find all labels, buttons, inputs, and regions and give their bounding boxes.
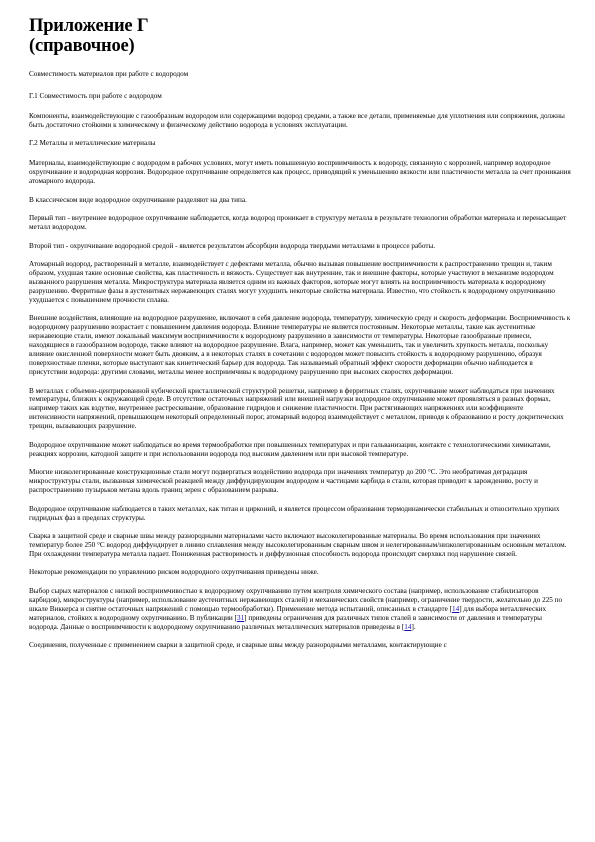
- appendix-title: [29, 16, 571, 56]
- paragraph: В металлах с объемно-центрированной кубической кристаллической структурой решетки, например в ферритных сталях, охрупчивание может наблюдаться при значениях температуры, близких к окружающей среде. В отсутствие остаточных напряжений или внешней нагрузки водородное охрупчивание может проявляться в разных формах, например таких как вздутие, внутреннее растрескивание, образование гидридов и снижение пластичности. При растягивающих напряжениях или коэффициенте интенсивности напряжений, превышающем некоторый определенный порог, атомарный водород взаимодействует с металлом, приводя к образованию и росту докритических трещин, вызывающих разрушение.: [29, 386, 564, 431]
- appendix-title-line2: (справочное): [29, 36, 135, 56]
- paragraph: Первый тип - внутреннее водородное охрупчивание наблюдается, когда водород проникает в структуру металла в результате технологии обработки материала и перенасыщает металл водородом.: [29, 214, 567, 232]
- paragraph: Водородное охрупчивание может наблюдаться во время термообработки при повышенных температурах и при гальванизации, контакте с технологическими химикатами, реакциях коррозии, катодной защите и при использовании водорода под высоким давлением или при высокой температуре.: [29, 440, 551, 458]
- paragraph: Многие низколегированные конструкционные стали могут подвергаться воздействию водорода при значениях температур до 200 °C. Это необратимая деградация микроструктуры стали, вызванная химической реакцией между диффундирующим водородом и частицами карбида в стали, которая приводит к зарождению, росту и распространению пузырьков метана вдоль границ зерен с образованием разрыва.: [29, 468, 538, 495]
- paragraph: Водородное охрупчивание наблюдается в таких металлах, как титан и цирконий, и является процессом образования термодинамически стабильных и относительно хрупких гидридных фаз в пределах структуры.: [29, 504, 560, 522]
- paragraph: Материалы, взаимодействующие с водородом в рабочих условиях, могут иметь повышенную восприимчивость к водороду, связанную с коррозией, например водородное охрупчивание и водородная коррозия. Водородное охрупчивание определяется как процесс, приводящий к уменьшению вязкости или пластичности металла за счет проникания атомарного водорода.: [29, 159, 571, 186]
- appendix-subtitle: Совместимость материалов при работе с водородом: [29, 70, 189, 78]
- paragraph-text: ].: [411, 622, 416, 631]
- appendix-title-line1: Приложение Г: [29, 16, 149, 36]
- document-page: [29, 16, 571, 659]
- paragraph: Атомарный водород, растворенный в металле, взаимодействует с дефектами металла, обычно вызывая повышение восприимчивости к распространению трещин и, таким образом, ухудшая такие основные свойства, как пластичность и вязкость. Существует как внутренние, так и внешние факторы, которые участвуют в механизме водородом вызванного разрушения металла. Микроструктура материала является одним из важных факторов, которые могут влиять на восприимчивость материала к водородному разрушению. Ферритные фазы в аустенитных нержавеющих сталях могут ухудшить некоторые свойства материала. Известно, что стойкость к водородному охрупчиванию ухудшается с повышением прочности сплава.: [29, 260, 555, 304]
- paragraph-text: ] приведены ограничения для различных типов сталей в зависимости от давления и температуры водорода. Данные о восприимчивости к водородному охрупчиванию различных металлических материалов приведены в [: [29, 613, 542, 631]
- paragraph-text: Выбор сырых материалов с низкой восприимчивостью к водородному охрупчиванию путем контроля химического состава (например, использование стабилизаторов карбидов), микроструктуры (например, использование аустенитных нержавеющих сталей) и механических свойств (например, ограничение твердости, желательно до 225 по шкале Виккерса и снятие остаточных напряжений с помощью термообработки). Применение метода испытаний, описанных в стандарте [: [29, 586, 563, 613]
- paragraph: Компоненты, взаимодействующие с газообразным водородом или содержащими водород средами, а также все детали, применяемые для уплотнения или сопряжения, должны быть достаточно стойкими к химическому и физическому действию водорода в условиях эксплуатации.: [29, 112, 565, 129]
- paragraph: Соединения, полученные с применением сварки в защитной среде, и сварные швы между разнородными металлами, контактирующие с: [29, 641, 447, 650]
- paragraph: Второй тип - охрупчивание водородной средой - является результатом абсорбции водорода твердыми металлами в процессе работы.: [29, 241, 436, 250]
- section-heading-g2: Г.2 Металлы и металлические материалы: [29, 139, 156, 148]
- paragraph: Внешние воздействия, влияющие на водородное разрушение, включают в себя давление водорода, температуру, химическую среду и скорость деформации. Восприимчивость к водородному разрушению возрастает с повышением давления водорода. Влияние температуры не является постоянным. Некоторые металлы, такие как аустенитные нержавеющие стали, имеют локальный максимум восприимчивости к водородному разрушению в зависимости от температуры. Некоторые газообразные примеси, находящиеся в газообразном водороде, также влияют на водородное разрушение. Влага, например, может как уменьшить, так и увеличить хрупкость металла, поскольку влияние окисленной поверхности может быть двояким, а в некоторых сталях в сочетании с водородом может повысить стойкость к водородному разрушению, образуя поверхностные пленки, которые выступают как кинетический барьер для водорода. Так называемый обратный эффект скорости деформации обычно наблюдается в присутствии водорода: другими словами, металлы менее восприимчивы к водородному разрушению при высоких скоростях деформации.: [29, 314, 571, 377]
- paragraph: Некоторые рекомендации по управлению риском водородного охрупчивания приведены ниже.: [29, 568, 319, 577]
- paragraph-with-references: [29, 587, 571, 632]
- paragraph-text: ] для выбора металлических материалов, стойких к водородному охрупчиванию. В публикации [: [29, 604, 547, 622]
- paragraph: В классическом виде водородное охрупчивание разделяют на два типа.: [29, 195, 247, 204]
- reference-link[interactable]: 14: [404, 622, 412, 631]
- section-heading-g1: Г.1 Совместимость при работе с водородом: [29, 92, 162, 100]
- paragraph: Сварка в защитной среде и сварные швы между разнородными материалами часто включают высоколегированные материалы. Во время использования при значениях температур более 250 °C водород диффундирует в линию сплавления между высоколегированным сварным швом и нелегированным/низколегированным основным металлом. При охлаждении температура металла падает. Пониженная растворимость и диффузионная способность водорода происходят сверхвкл под нарушение связей.: [29, 531, 567, 558]
- reference-link[interactable]: 14: [452, 604, 460, 613]
- reference-link[interactable]: 31: [236, 613, 245, 622]
